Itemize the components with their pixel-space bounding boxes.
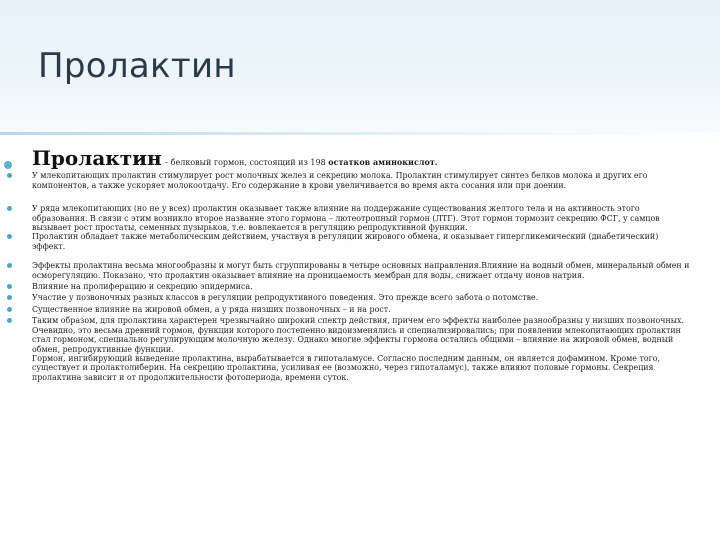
bullet-dot-icon xyxy=(7,206,12,211)
list-item: У ряда млекопитающих (но не у всех) пролактин оказывает также влияние на поддержание существования желтого тела и на активность этого образования. В связи с этим возникло второе название этого гормона – лютеотропный гормон (ЛТГ). Этот гормон тормозит секрецию ФСГ, у самцов вызывает рост простаты, семенных пузырьков, т.е. вовлекается в регуляцию репродуктивной функции. xyxy=(24,204,692,232)
bullet-dot-icon xyxy=(7,173,12,178)
list-item: Таким образом, для пролактина характерен чрезвычайно широкий спектр действия, причем его эффекты наиболее разнообразны у низших позвоночных. Очевидно, это весьма древний гормон, функции которого постепенно видоизменялись и специализировались; при появлении млекопитающих пролактин стал гормоном, специально регулирующим молочную железу. Однако многие эффекты гормона остались общими – влияние на жировой обмен, водный обмен, репродуктивные функции. xyxy=(24,316,692,354)
bullet-dot-icon xyxy=(7,263,12,268)
trailing-paragraph: Гормон, ингибирующий выведение пролактина, вырабатывается в гипоталамусе. Согласно последним данным, он является дофамином. Кроме того, существует и пролактолиберин. На секрецию пролактина, усиливая ее (возможно, через гипоталамус), также влияют половые гормоны. Секреция пролактина зависит и от продолжительности фотопериода, времени суток. xyxy=(32,353,660,382)
slide-content xyxy=(24,146,692,382)
bullet-dot-icon xyxy=(7,318,12,323)
list-item: Влияние на пролиферацию и секрецию эпидермиса. xyxy=(24,282,692,291)
list-item: Участие у позвоночных разных классов в регуляции репродуктивного поведения. Это прежде всего забота о потомстве. xyxy=(24,293,692,302)
bullet-dot-icon xyxy=(7,307,12,312)
list-item: Существенное влияние на жировой обмен, а у ряда низших позвоночных – и на рост. xyxy=(24,305,692,314)
bullet-dot-icon xyxy=(7,234,12,239)
slide-title: Пролактин xyxy=(38,46,236,86)
bullet-dot-icon xyxy=(4,161,12,169)
bullet-dot-icon xyxy=(7,295,12,300)
bullet-dot-icon xyxy=(7,284,12,289)
list-item: Эффекты пролактина весьма многообразны и могут быть сгруппированы в четыре основных направления.Влияние на водный обмен, минеральный обмен и осморегуляцию. Показано, что пролактин оказывает влияние на проницаемость мембран для воды, снижает отдачу ионов натрия. xyxy=(24,261,692,280)
list-item: Пролактин обладает также метаболическим действием, участвуя в регуляции жирового обмена, и оказывает гипергликемический (диабетический) эффект. xyxy=(24,232,692,251)
intro-bullet xyxy=(24,146,692,170)
intro-text: – белковый гормон, состоящий из 198 остатков аминокислот. xyxy=(161,157,438,167)
list-item: У млекопитающих пролактин стимулирует рост молочных желез и секрецию молока. Пролактин стимулирует синтез белков молока и других его компонентов, а также ускоряет молокоотдачу. Его содержание в крови увеличивается во время акта сосания или при доении. xyxy=(24,171,692,190)
intro-term: Пролактин xyxy=(32,146,162,170)
